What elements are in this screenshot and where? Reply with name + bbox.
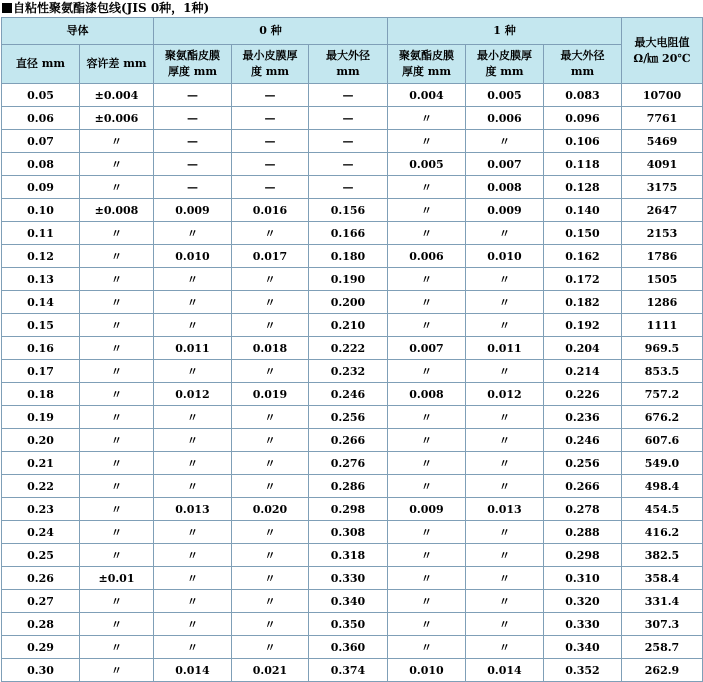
cell-type0-min-film: 〃 [232,475,309,498]
cell-type0-film-thickness: 〃 [154,429,232,452]
cell-diameter: 0.09 [2,176,80,199]
cell-type1-min-film: 〃 [466,590,544,613]
cell-type1-film-thickness: 〃 [388,452,466,475]
cell-type1-min-film: 0.005 [466,84,544,107]
cell-max-resistance: 607.6 [622,429,703,452]
table-row [2,475,703,498]
cell-type1-max-od: 0.278 [544,498,622,521]
cell-type0-max-od: 0.298 [309,498,388,521]
table-row [2,383,703,406]
cell-type1-max-od: 0.162 [544,245,622,268]
page-title-text: 自粘性聚氨酯漆包线(JIS 0种，1种) [13,1,210,15]
table-row [2,567,703,590]
cell-type0-min-film: 〃 [232,452,309,475]
cell-type0-max-od: 0.200 [309,291,388,314]
cell-type0-min-film: 0.021 [232,659,309,682]
cell-tolerance: 〃 [80,176,154,199]
cell-type1-min-film: 〃 [466,360,544,383]
cell-diameter: 0.26 [2,567,80,590]
header-text-line: 最大外径 [326,49,370,62]
cell-type1-max-od: 0.204 [544,337,622,360]
cell-max-resistance: 1786 [622,245,703,268]
table-row [2,659,703,682]
cell-diameter: 0.12 [2,245,80,268]
cell-type0-film-thickness: 〃 [154,452,232,475]
cell-tolerance: 〃 [80,659,154,682]
cell-type0-max-od: 0.276 [309,452,388,475]
cell-type1-max-od: 0.140 [544,199,622,222]
cell-type1-min-film: 0.006 [466,107,544,130]
cell-type1-max-od: 0.172 [544,268,622,291]
header-text-line: 度 mm [250,65,290,78]
cell-tolerance: 〃 [80,521,154,544]
cell-type0-film-thickness: — [154,153,232,176]
cell-diameter: 0.21 [2,452,80,475]
cell-tolerance: ±0.006 [80,107,154,130]
cell-type0-film-thickness: 0.011 [154,337,232,360]
table-row [2,406,703,429]
cell-diameter: 0.14 [2,291,80,314]
cell-type0-max-od: 0.266 [309,429,388,452]
cell-diameter: 0.07 [2,130,80,153]
cell-type0-max-od: 0.256 [309,406,388,429]
cell-tolerance: 〃 [80,544,154,567]
cell-type0-film-thickness: 〃 [154,291,232,314]
header-text-line: 最小皮膜厚 [477,49,532,62]
cell-type0-film-thickness: 〃 [154,314,232,337]
table-row [2,452,703,475]
cell-type0-max-od: — [309,153,388,176]
table-row [2,590,703,613]
cell-max-resistance: 969.5 [622,337,703,360]
header-row-2 [2,45,703,84]
cell-type1-min-film: 〃 [466,314,544,337]
cell-type1-min-film: 〃 [466,222,544,245]
cell-type1-max-od: 0.150 [544,222,622,245]
cell-max-resistance: 757.2 [622,383,703,406]
cell-type1-min-film: 0.010 [466,245,544,268]
cell-type1-max-od: 0.310 [544,567,622,590]
cell-type1-film-thickness: 〃 [388,613,466,636]
cell-type1-max-od: 0.340 [544,636,622,659]
header-conductor: 导体 [2,18,154,45]
cell-type1-max-od: 0.083 [544,84,622,107]
cell-type1-film-thickness: 0.004 [388,84,466,107]
cell-type0-min-film: 〃 [232,613,309,636]
cell-type1-min-film: 〃 [466,268,544,291]
cell-type1-min-film: 〃 [466,130,544,153]
cell-type1-film-thickness: 0.010 [388,659,466,682]
cell-max-resistance: 498.4 [622,475,703,498]
cell-type1-min-film: 〃 [466,544,544,567]
cell-type0-min-film: 0.017 [232,245,309,268]
cell-type1-max-od: 0.266 [544,475,622,498]
cell-type0-film-thickness: — [154,84,232,107]
cell-type1-max-od: 0.118 [544,153,622,176]
cell-type1-max-od: 0.320 [544,590,622,613]
cell-type0-max-od: 0.360 [309,636,388,659]
header-text-line: 度 mm [485,65,524,78]
table-row [2,613,703,636]
cell-type0-min-film: 〃 [232,636,309,659]
header-text-line: 聚氨酯皮膜 [399,49,454,62]
cell-type1-film-thickness: 0.009 [388,498,466,521]
cell-max-resistance: 382.5 [622,544,703,567]
cell-type0-film-thickness: 〃 [154,475,232,498]
cell-type0-film-thickness: 〃 [154,406,232,429]
header-text-line: mm [570,65,595,78]
cell-tolerance: ±0.01 [80,567,154,590]
header-max-resistance-label: 最大电阻值 [634,35,690,49]
cell-type0-min-film: 〃 [232,314,309,337]
cell-type0-min-film: 〃 [232,567,309,590]
cell-type0-max-od: — [309,176,388,199]
cell-max-resistance: 10700 [622,84,703,107]
cell-diameter: 0.16 [2,337,80,360]
cell-tolerance: 〃 [80,360,154,383]
cell-max-resistance: 258.7 [622,636,703,659]
square-bullet-icon [2,3,12,13]
cell-tolerance: 〃 [80,475,154,498]
cell-type0-film-thickness: 〃 [154,360,232,383]
header-row-1 [2,18,703,45]
header-text-line: 厚度 mm [401,65,452,78]
cell-type1-min-film: 〃 [466,636,544,659]
cell-type0-min-film: — [232,107,309,130]
cell-type1-min-film: 〃 [466,475,544,498]
cell-type0-film-thickness: 〃 [154,590,232,613]
cell-tolerance: ±0.008 [80,199,154,222]
cell-type0-max-od: — [309,84,388,107]
cell-diameter: 0.24 [2,521,80,544]
cell-type0-max-od: 0.232 [309,360,388,383]
cell-type1-min-film: 〃 [466,429,544,452]
cell-type1-min-film: 〃 [466,452,544,475]
table-row [2,199,703,222]
cell-diameter: 0.15 [2,314,80,337]
cell-tolerance: 〃 [80,222,154,245]
table-row [2,245,703,268]
cell-type0-max-od: 0.180 [309,245,388,268]
table-row [2,521,703,544]
cell-type0-max-od: 0.286 [309,475,388,498]
cell-max-resistance: 454.5 [622,498,703,521]
cell-type0-min-film: 〃 [232,406,309,429]
cell-max-resistance: 5469 [622,130,703,153]
cell-type0-max-od: 0.190 [309,268,388,291]
cell-type1-min-film: 0.007 [466,153,544,176]
cell-type0-min-film: — [232,130,309,153]
cell-type0-max-od: 0.350 [309,613,388,636]
table-row [2,544,703,567]
header-type0-max-od [309,45,388,84]
header-type0: 0 种 [154,18,388,45]
table-row [2,360,703,383]
cell-max-resistance: 358.4 [622,567,703,590]
cell-tolerance: 〃 [80,452,154,475]
cell-type1-max-od: 0.236 [544,406,622,429]
cell-type0-min-film: 0.019 [232,383,309,406]
header-type1-film-thickness [388,45,466,84]
cell-tolerance: 〃 [80,337,154,360]
cell-type0-min-film: 〃 [232,429,309,452]
cell-type0-max-od: 0.156 [309,199,388,222]
cell-type1-film-thickness: 〃 [388,176,466,199]
cell-type1-film-thickness: 〃 [388,268,466,291]
cell-diameter: 0.30 [2,659,80,682]
cell-diameter: 0.25 [2,544,80,567]
cell-diameter: 0.10 [2,199,80,222]
cell-type1-film-thickness: 〃 [388,107,466,130]
cell-type0-film-thickness: 0.009 [154,199,232,222]
cell-max-resistance: 1286 [622,291,703,314]
cell-diameter: 0.27 [2,590,80,613]
cell-tolerance: 〃 [80,130,154,153]
table-row [2,337,703,360]
cell-type1-max-od: 0.298 [544,544,622,567]
cell-type0-max-od: 0.340 [309,590,388,613]
header-text-line: 厚度 mm [167,65,218,78]
header-max-resistance-unit: Ω/㎞ 20℃ [633,51,691,65]
cell-type1-film-thickness: 〃 [388,291,466,314]
cell-type1-min-film: 〃 [466,613,544,636]
cell-type0-max-od: 0.246 [309,383,388,406]
cell-type1-max-od: 0.106 [544,130,622,153]
cell-type1-film-thickness: 〃 [388,636,466,659]
cell-max-resistance: 1505 [622,268,703,291]
cell-type0-film-thickness: 〃 [154,567,232,590]
header-diameter: 直径 mm [2,45,80,84]
header-text-line: 最大外径 [560,49,605,62]
page-title [0,0,703,17]
cell-type0-film-thickness: 〃 [154,521,232,544]
cell-type0-film-thickness: 0.014 [154,659,232,682]
cell-diameter: 0.19 [2,406,80,429]
cell-type1-film-thickness: 〃 [388,199,466,222]
table-row [2,84,703,107]
cell-type1-max-od: 0.330 [544,613,622,636]
table-row [2,268,703,291]
cell-type1-film-thickness: 〃 [388,314,466,337]
cell-max-resistance: 7761 [622,107,703,130]
header-type0-min-film [232,45,309,84]
cell-diameter: 0.05 [2,84,80,107]
cell-tolerance: 〃 [80,498,154,521]
header-text-line: 最小皮膜厚 [242,49,298,62]
cell-type0-max-od: 0.318 [309,544,388,567]
cell-max-resistance: 4091 [622,153,703,176]
cell-diameter: 0.06 [2,107,80,130]
cell-tolerance: 〃 [80,383,154,406]
cell-diameter: 0.23 [2,498,80,521]
cell-diameter: 0.13 [2,268,80,291]
cell-type0-max-od: — [309,107,388,130]
cell-type0-film-thickness: 〃 [154,544,232,567]
cell-tolerance: 〃 [80,245,154,268]
cell-type1-min-film: 〃 [466,291,544,314]
cell-type1-min-film: 0.012 [466,383,544,406]
cell-tolerance: ±0.004 [80,84,154,107]
cell-max-resistance: 549.0 [622,452,703,475]
cell-diameter: 0.17 [2,360,80,383]
cell-type1-max-od: 0.192 [544,314,622,337]
cell-type1-min-film: 〃 [466,521,544,544]
cell-type0-film-thickness: 〃 [154,222,232,245]
table-row [2,107,703,130]
cell-max-resistance: 416.2 [622,521,703,544]
cell-type1-min-film: 0.013 [466,498,544,521]
cell-type1-film-thickness: 0.006 [388,245,466,268]
table-row [2,176,703,199]
cell-type0-min-film: — [232,153,309,176]
table-row [2,291,703,314]
cell-diameter: 0.20 [2,429,80,452]
cell-type0-min-film: — [232,176,309,199]
table-row [2,314,703,337]
cell-type1-film-thickness: 〃 [388,475,466,498]
cell-max-resistance: 2153 [622,222,703,245]
cell-type0-min-film: 〃 [232,521,309,544]
cell-max-resistance: 2647 [622,199,703,222]
cell-tolerance: 〃 [80,314,154,337]
cell-type1-max-od: 0.096 [544,107,622,130]
cell-max-resistance: 3175 [622,176,703,199]
cell-type1-min-film: 〃 [466,406,544,429]
cell-type1-film-thickness: 〃 [388,567,466,590]
cell-type0-min-film: 0.018 [232,337,309,360]
cell-type0-min-film: 0.016 [232,199,309,222]
cell-diameter: 0.29 [2,636,80,659]
cell-type0-min-film: 〃 [232,268,309,291]
header-type0-film-thickness [154,45,232,84]
cell-tolerance: 〃 [80,590,154,613]
cell-type0-min-film: 〃 [232,222,309,245]
cell-type0-film-thickness: — [154,130,232,153]
cell-type1-film-thickness: 〃 [388,544,466,567]
wire-spec-table [1,17,703,682]
cell-type0-max-od: 0.210 [309,314,388,337]
cell-type1-film-thickness: 〃 [388,590,466,613]
header-type1-min-film [466,45,544,84]
cell-type1-max-od: 0.288 [544,521,622,544]
cell-type1-film-thickness: 0.008 [388,383,466,406]
cell-type1-max-od: 0.128 [544,176,622,199]
header-type1-max-od [544,45,622,84]
cell-diameter: 0.28 [2,613,80,636]
cell-type1-min-film: 0.011 [466,337,544,360]
cell-type0-max-od: 0.330 [309,567,388,590]
cell-max-resistance: 1111 [622,314,703,337]
cell-type1-min-film: 〃 [466,567,544,590]
cell-max-resistance: 853.5 [622,360,703,383]
cell-type0-film-thickness: 〃 [154,268,232,291]
cell-type0-min-film: 〃 [232,544,309,567]
cell-type1-max-od: 0.226 [544,383,622,406]
cell-type1-film-thickness: 〃 [388,521,466,544]
cell-type0-film-thickness: 0.013 [154,498,232,521]
cell-type0-film-thickness: — [154,176,232,199]
header-type1: 1 种 [388,18,622,45]
cell-type1-film-thickness: 〃 [388,429,466,452]
table-row [2,130,703,153]
cell-type1-film-thickness: 〃 [388,130,466,153]
cell-type1-film-thickness: 0.005 [388,153,466,176]
cell-type0-film-thickness: 〃 [154,636,232,659]
cell-type0-max-od: 0.308 [309,521,388,544]
header-text-line: 聚氨酯皮膜 [165,49,220,62]
cell-type1-film-thickness: 0.007 [388,337,466,360]
cell-type1-max-od: 0.246 [544,429,622,452]
cell-diameter: 0.18 [2,383,80,406]
cell-type0-max-od: 0.374 [309,659,388,682]
header-text-line: mm [336,65,360,78]
cell-type0-min-film: — [232,84,309,107]
cell-type1-max-od: 0.256 [544,452,622,475]
cell-type1-max-od: 0.214 [544,360,622,383]
table-row [2,429,703,452]
cell-tolerance: 〃 [80,291,154,314]
cell-type1-max-od: 0.182 [544,291,622,314]
cell-max-resistance: 262.9 [622,659,703,682]
cell-type1-min-film: 0.008 [466,176,544,199]
cell-type0-min-film: 〃 [232,291,309,314]
cell-tolerance: 〃 [80,636,154,659]
table-row [2,153,703,176]
cell-diameter: 0.22 [2,475,80,498]
cell-diameter: 0.11 [2,222,80,245]
cell-type0-min-film: 〃 [232,590,309,613]
table-body [2,84,703,682]
cell-type0-film-thickness: — [154,107,232,130]
cell-type0-film-thickness: 0.012 [154,383,232,406]
table-row [2,636,703,659]
cell-type0-film-thickness: 〃 [154,613,232,636]
cell-type0-min-film: 0.020 [232,498,309,521]
cell-tolerance: 〃 [80,153,154,176]
cell-type1-film-thickness: 〃 [388,406,466,429]
cell-max-resistance: 307.3 [622,613,703,636]
cell-tolerance: 〃 [80,268,154,291]
cell-tolerance: 〃 [80,613,154,636]
cell-diameter: 0.08 [2,153,80,176]
cell-max-resistance: 676.2 [622,406,703,429]
table-row [2,222,703,245]
cell-type1-min-film: 0.009 [466,199,544,222]
header-max-resistance [622,18,703,84]
cell-type0-max-od: 0.222 [309,337,388,360]
cell-type1-min-film: 0.014 [466,659,544,682]
cell-type0-film-thickness: 0.010 [154,245,232,268]
cell-type0-max-od: — [309,130,388,153]
cell-type1-max-od: 0.352 [544,659,622,682]
cell-type0-max-od: 0.166 [309,222,388,245]
cell-tolerance: 〃 [80,429,154,452]
cell-type1-film-thickness: 〃 [388,360,466,383]
cell-tolerance: 〃 [80,406,154,429]
header-tolerance: 容许差 mm [80,45,154,84]
table-row [2,498,703,521]
cell-type0-min-film: 〃 [232,360,309,383]
cell-max-resistance: 331.4 [622,590,703,613]
cell-type1-film-thickness: 〃 [388,222,466,245]
